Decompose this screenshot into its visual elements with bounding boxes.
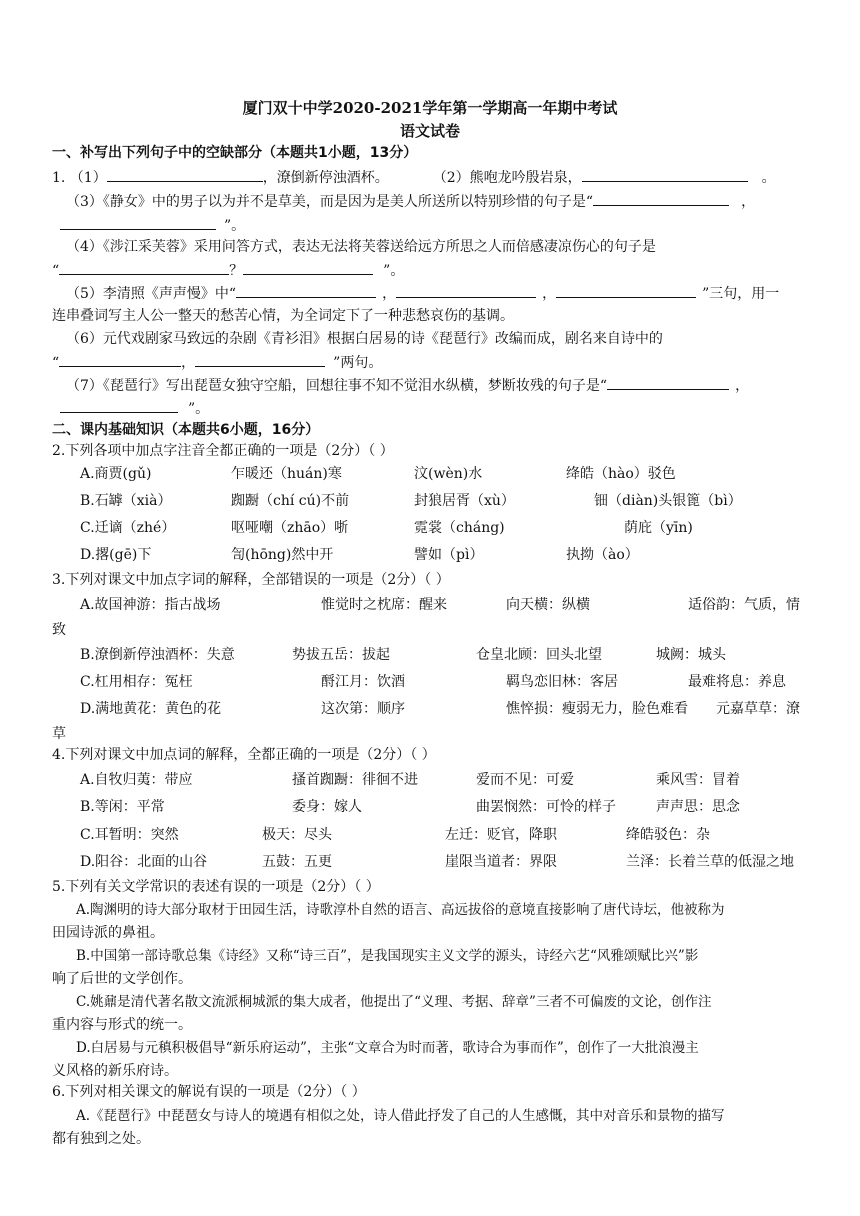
q3-option-cell: 羁鸟恋旧林：客居 (506, 674, 618, 690)
open-quote: “ (52, 355, 60, 371)
q1-item1-text: ，潦倒新停浊酒杯。 (262, 170, 389, 186)
q3-option-cell: 适俗韵：气质，情 (688, 597, 800, 613)
q5-option-b: B.中国第一部诗歌总集《诗经》又称“诗三百”，是我国现实主义文学的源头，诗经六艺“风雅颂赋比兴”影 (76, 948, 699, 964)
q4-option-cell: 爱而不见：可爱 (476, 772, 574, 788)
q4-option-cell: 左迁：贬官，降职 (445, 827, 557, 843)
q1-item7-text: （7）《琵琶行》写出琵琶女独守空船，回想往事不知不觉泪水纵横，梦断妆残的句子是“ (66, 378, 608, 394)
q3-option-cell: 城阙：城头 (656, 647, 726, 663)
q2-option-row (0, 491, 860, 511)
q2-option-cell: 钿（diàn)头银篦（bì） (594, 493, 742, 509)
q3-option-row (0, 595, 860, 615)
q4-option-cell: 兰泽：长着兰草的低湿之地 (626, 854, 794, 870)
q4-option-cell: 乘风雪：冒着 (656, 772, 740, 788)
q4-option-cell: C.耳暂明：突然 (80, 827, 179, 843)
answer-blank[interactable] (396, 283, 536, 298)
q2-option-cell: 汶(wèn)水 (414, 466, 483, 482)
q6-option-a: A.《琵琶行》中琵琶女与诗人的境遇有相似之处，诗人借此抒发了自己的人生感慨，其中对音乐和景物的描写 (76, 1108, 725, 1124)
q1-item7-end: ”。 (188, 401, 210, 417)
q3-stem: 3.下列对课文中加点字词的解释，全部错误的一项是（2分）（ ） (52, 572, 450, 588)
q3-option-cell: 惟觉时之枕席：醒来 (321, 597, 447, 613)
comma: ， (735, 378, 750, 394)
q1-item3-text: （3）《静女》中的男子以为并不是草美，而是因为是美人所送所以特别珍惜的句子是“ (66, 194, 594, 210)
q1-item4-end: ”。 (383, 263, 405, 279)
q5-option-a: A.陶渊明的诗大部分取材于田园生活，诗歌淳朴自然的语言、高远拔俗的意境直接影响了唐代诗坛，他被称为 (76, 902, 725, 918)
q2-option-cell: 乍暖还（huán)寒 (231, 466, 342, 482)
answer-blank[interactable] (607, 375, 729, 390)
answer-blank[interactable] (582, 167, 748, 182)
q3-option-cell: 势拔五岳：拔起 (292, 647, 390, 663)
answer-blank[interactable] (243, 260, 373, 275)
q2-option-row (0, 545, 860, 565)
q4-option-row (0, 770, 860, 790)
q2-option-cell: 荫庇（yīn) (624, 520, 693, 536)
q3-wrap: 致 (52, 622, 66, 638)
q2-option-cell: 呕哑嘲（zhāo）哳 (231, 520, 349, 536)
q1-item5-tail: ”三句，用一 (702, 286, 780, 302)
q1-item1-label: 1. （1） (52, 170, 107, 186)
q3-option-cell: B.潦倒新停浊酒杯：失意 (80, 647, 235, 663)
answer-blank[interactable] (236, 283, 376, 298)
section1-heading: 一、补写出下列句子中的空缺部分（本题共1小题，13分） (52, 145, 418, 161)
q1-item2-text: （2）熊咆龙吟殷岩泉， (432, 170, 582, 186)
q1-line5 (52, 260, 404, 281)
q3-option-cell: 元嘉草草：潦 (716, 701, 800, 717)
q1-line7: 连串叠词写主人公一整天的愁苦心情，为全词定下了一种悲愁哀伤的基调。 (52, 308, 514, 324)
q2-option-cell: 执拗（ào） (566, 547, 639, 563)
q2-option-cell: D.撂(gē)下 (80, 547, 152, 563)
q1-item5-text: （5）李清照《声声慢》中“ (66, 286, 237, 302)
comma: ， (741, 194, 756, 210)
q5-option-c: C.姚鼐是清代著名散文流派桐城派的集大成者，他提出了“义理、考据、辞章”三者不可偏废的文论，创作注 (76, 994, 712, 1010)
q4-option-cell: B.等闲：平常 (80, 799, 165, 815)
open-quote: “ (52, 263, 60, 279)
q1-line8: （6）元代戏剧家马致远的杂剧《青衫泪》根据白居易的诗《琵琶行》改编而成，剧名来自诗中的 (66, 331, 663, 347)
answer-blank[interactable] (107, 167, 263, 182)
q4-option-cell: 曲罢悯然：可怜的样子 (476, 799, 616, 815)
q4-stem: 4.下列对课文中加点词的解释，全都正确的一项是（2分）（ ） (52, 747, 436, 763)
q1-item6-end: ”两句。 (333, 355, 383, 371)
q4-option-cell: 搔首踟蹰：徘徊不进 (292, 772, 418, 788)
q2-option-cell: A.商贾(gǔ) (80, 466, 152, 482)
comma: ， (181, 355, 196, 371)
q4-option-cell: 崖限当道者：界限 (445, 854, 557, 870)
q3-option-cell: 憔悴损：瘦弱无力，脸色难看 (506, 701, 688, 717)
q4-option-row (0, 852, 860, 872)
q5-option-d-wrap: 义风格的新乐府诗。 (52, 1063, 178, 1079)
answer-blank[interactable] (593, 191, 729, 206)
q4-option-row (0, 797, 860, 817)
q2-stem: 2.下列各项中加点字注音全都正确的一项是（2分）（ ） (52, 443, 394, 459)
q3-option-cell: 酹江月：饮酒 (321, 674, 405, 690)
q4-option-cell: D.阳谷：北面的山谷 (80, 854, 208, 870)
q2-option-cell: B.石罅（xià） (80, 493, 172, 509)
q1-line9 (52, 352, 382, 373)
q3-option-cell: D.满地黄花：黄色的花 (80, 701, 222, 717)
answer-blank[interactable] (60, 215, 216, 230)
answer-blank[interactable] (60, 398, 178, 413)
exam-title: 厦门双十中学2020-2021学年第一学期高一年期中考试 (242, 99, 618, 117)
q2-option-cell: 霓裳（cháng) (414, 520, 505, 536)
q5-option-c-wrap: 重内容与形式的统一。 (52, 1017, 192, 1033)
question-mark: ？ (229, 263, 244, 279)
answer-blank[interactable] (556, 283, 696, 298)
q2-option-cell: C.迁谪（zhé） (80, 520, 176, 536)
q1-line4: （4）《涉江采芙蓉》采用问答方式，表达无法将芙蓉送给远方所思之人而倍感凄凉伤心的句子是 (66, 239, 656, 255)
q3-option-cell: C.杠用相存：冤枉 (80, 674, 193, 690)
q3-option-cell: A.故国神游：指古战场 (80, 597, 221, 613)
q4-option-cell: A.自牧归荑：带应 (80, 772, 193, 788)
q2-option-row (0, 464, 860, 484)
comma: ， (542, 286, 557, 302)
q3-option-row (0, 645, 860, 665)
q1-line10 (66, 375, 749, 396)
q3-option-cell: 向天横：纵横 (506, 597, 590, 613)
q2-option-cell: 訇(hōng)然中开 (231, 547, 334, 563)
q1-line11 (60, 398, 209, 419)
q3-option-cell: 仓皇北顾：回头北望 (476, 647, 602, 663)
q1-line1 (52, 167, 776, 188)
q2-option-cell: 踟蹰（chí cú)不前 (231, 493, 350, 509)
section2-heading: 二、课内基础知识（本题共6小题，16分） (52, 422, 320, 438)
answer-blank[interactable] (59, 260, 229, 275)
q2-option-row (0, 518, 860, 538)
q4-option-cell: 五鼓：五更 (262, 854, 332, 870)
q3-option-row (0, 699, 860, 719)
q3-option-cell: 这次第：顺序 (321, 701, 405, 717)
q6-option-a-wrap: 都有独到之处。 (52, 1131, 150, 1147)
q1-line2 (66, 191, 755, 212)
q2-option-cell: 譬如（pì） (414, 547, 484, 563)
comma: ， (382, 286, 397, 302)
q3-option-cell: 最难将息：养息 (688, 674, 786, 690)
q1-line3 (60, 215, 245, 236)
q3-wrap: 草 (52, 726, 66, 742)
q4-option-cell: 绛皓驳色：杂 (626, 827, 710, 843)
answer-blank[interactable] (59, 352, 181, 367)
q1-line6 (66, 283, 779, 304)
q2-option-cell: 绛皓（hào）驳色 (566, 466, 676, 482)
q5-option-d: D.白居易与元稹积极倡导“新乐府运动”，主张“文章合为时而著，歌诗合为事而作”，创作了一大批浪漫主 (76, 1040, 699, 1056)
q1-item2-end: 。 (761, 170, 776, 186)
q5-stem: 5.下列有关文学常识的表述有误的一项是（2分）（ ） (52, 879, 380, 895)
q5-option-a-wrap: 田园诗派的鼻祖。 (52, 925, 164, 941)
answer-blank[interactable] (195, 352, 325, 367)
q4-option-row (0, 825, 860, 845)
q1-item3-end: ”。 (224, 218, 246, 234)
q6-stem: 6.下列对相关课文的解说有误的一项是（2分）（ ） (52, 1084, 366, 1100)
exam-subtitle: 语文试卷 (399, 122, 460, 140)
q3-option-row (0, 672, 860, 692)
q4-option-cell: 委身：嫁人 (292, 799, 362, 815)
q4-option-cell: 极天：尽头 (262, 827, 332, 843)
q4-option-cell: 声声思：思念 (656, 799, 740, 815)
q5-option-b-wrap: 响了后世的文学创作。 (52, 971, 192, 987)
q2-option-cell: 封狼居胥（xù） (414, 493, 515, 509)
